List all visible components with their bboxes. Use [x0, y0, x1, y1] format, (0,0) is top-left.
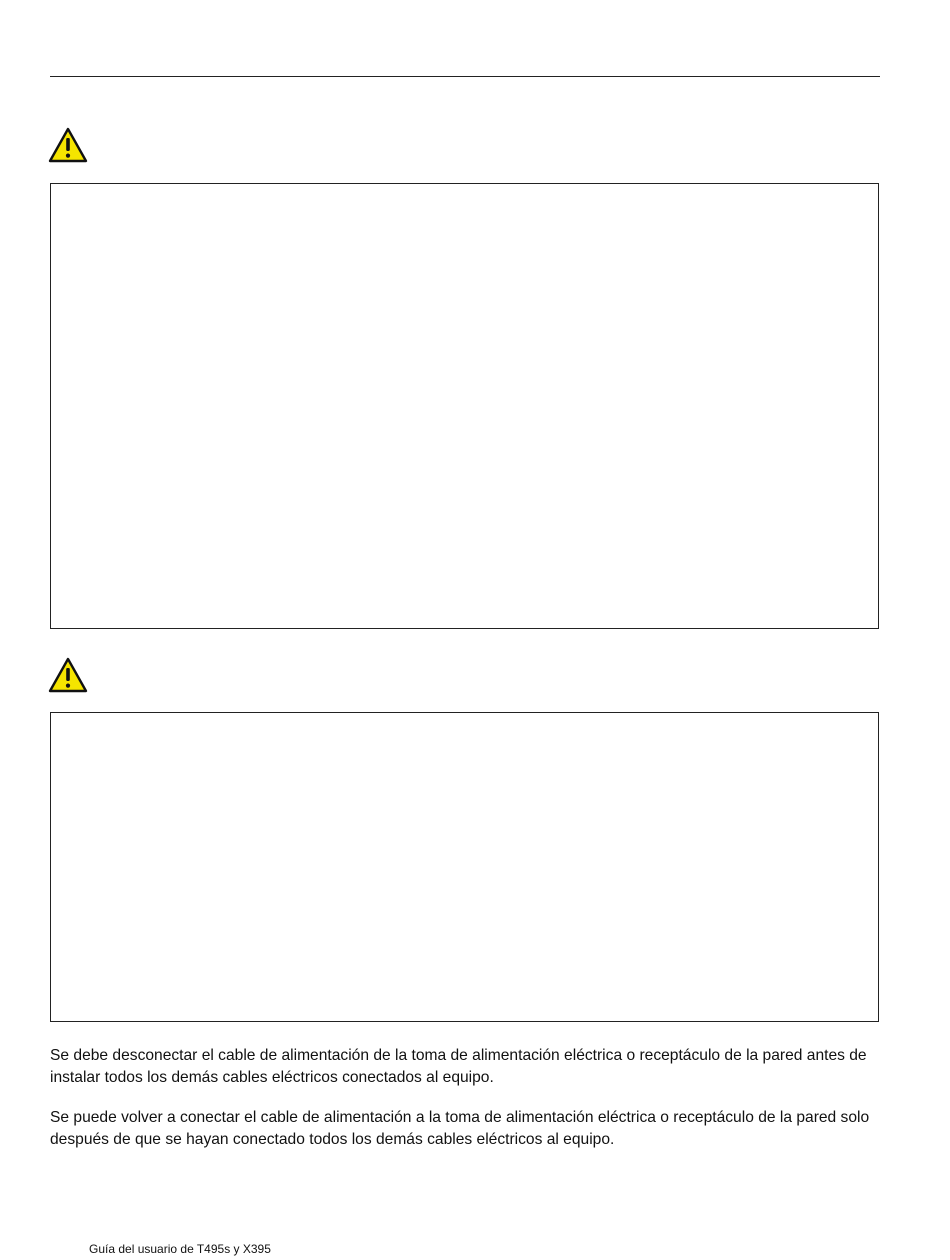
body-paragraph-disconnect: Se debe desconectar el cable de alimentación de la toma de alimentación eléctrica o receptáculo de la pared antes de instalar todos los demás cables eléctricos conectados al equipo. [50, 1047, 867, 1086]
warning-triangle-icon [48, 657, 88, 693]
body-paragraph-reconnect: Se puede volver a conectar el cable de alimentación a la toma de alimentación eléctrica o receptáculo de la pared solo después de que se hayan conectado todos los demás cables eléctricos al equipo. [50, 1109, 870, 1148]
danger-notice-box-2 [50, 712, 879, 1022]
warning-triangle-icon [48, 127, 88, 163]
header-divider [50, 76, 880, 77]
page-footer: Guía del usuario de T495s y X395 [89, 1242, 271, 1256]
danger-notice-box-1 [50, 183, 879, 629]
